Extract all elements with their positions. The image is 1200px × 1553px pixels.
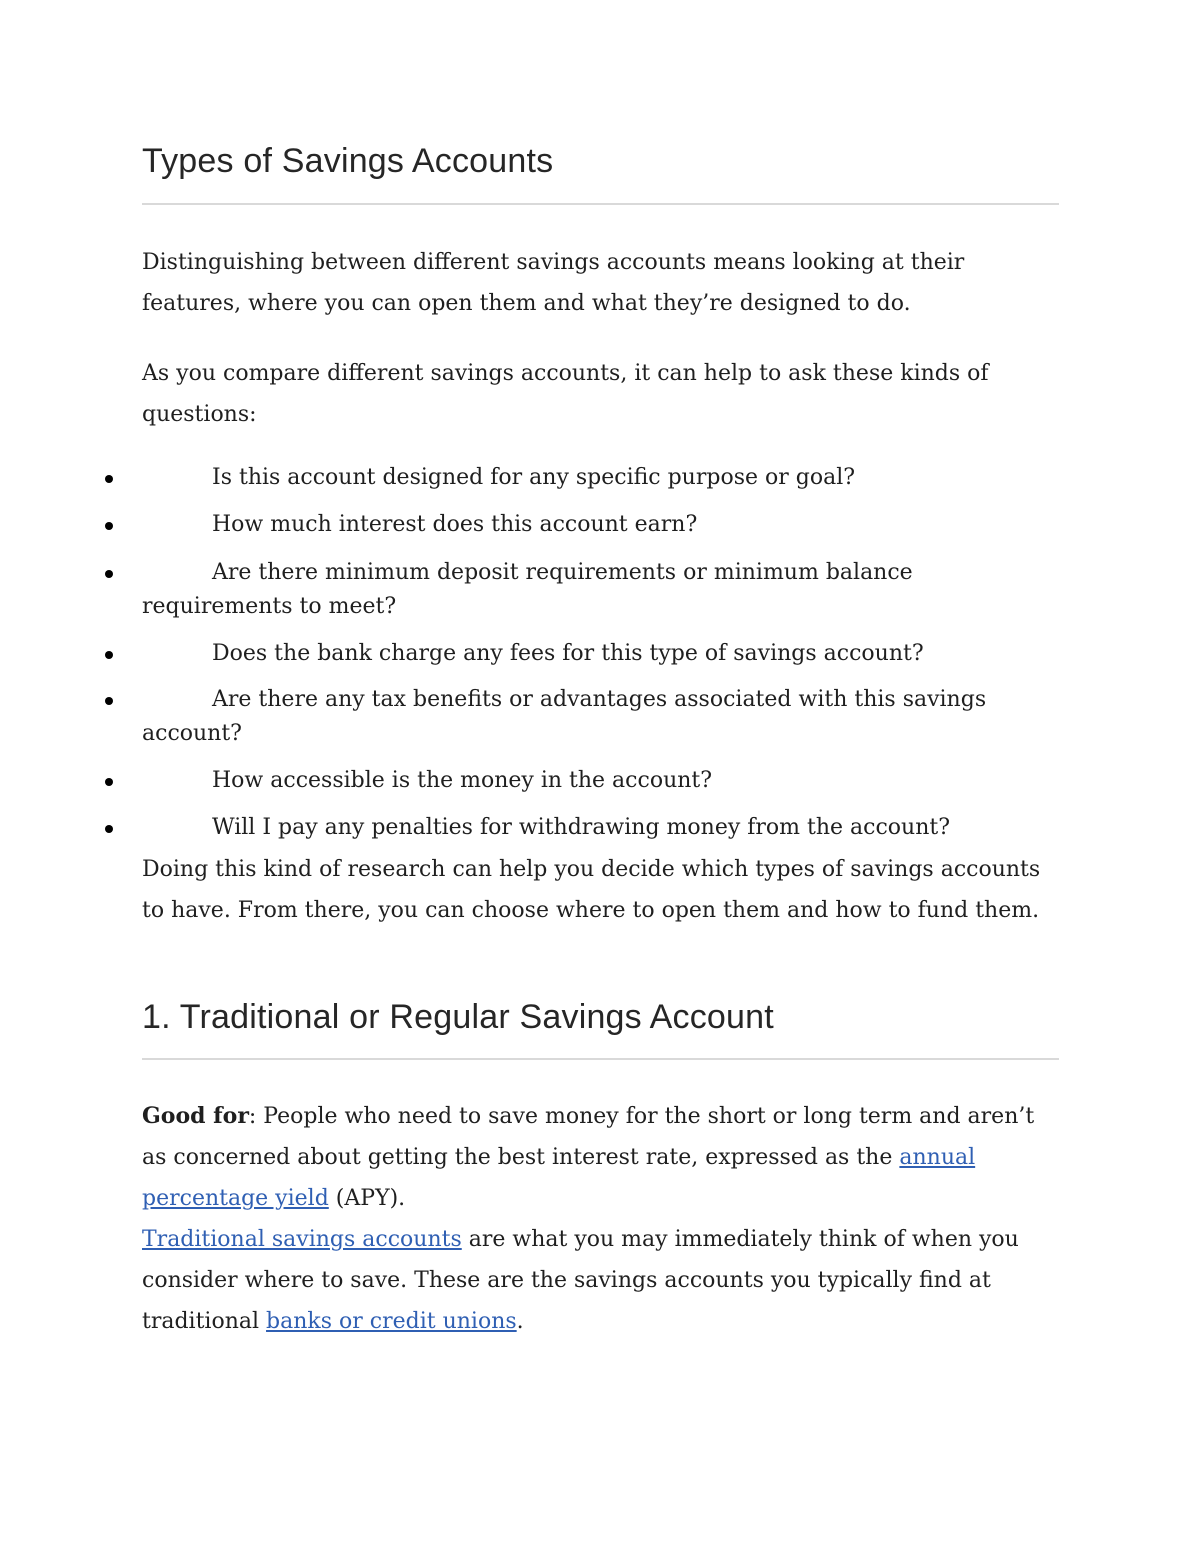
list-item: [142, 811, 1059, 845]
bullet-icon: [105, 778, 113, 786]
banks-credit-unions-link[interactable]: banks or credit unions: [266, 1309, 517, 1334]
bullet-icon: [105, 697, 113, 705]
page-title: Types of Savings Accounts: [142, 142, 554, 180]
list-item-text: How much interest does this account earn?: [212, 512, 698, 537]
section-heading-traditional: 1. Traditional or Regular Savings Account: [142, 998, 774, 1036]
good-for-text: : People who need to save money for the short or long term and aren’t as concerned about getting the best interest rate, expressed as the: [142, 1104, 1035, 1170]
traditional-text-end: .: [516, 1309, 524, 1334]
list-item-text: Are there minimum deposit requirements or minimum balance requirements to meet?: [142, 560, 913, 619]
bullet-icon: [105, 570, 113, 578]
bullet-icon: [105, 522, 113, 530]
list-item: [142, 461, 1059, 495]
list-item-text: How accessible is the money in the account?: [212, 768, 713, 793]
list-item-text: Will I pay any penalties for withdrawing money from the account?: [212, 815, 951, 840]
list-item-text: Does the bank charge any fees for this type of savings account?: [212, 641, 924, 666]
list-item-text: Is this account designed for any specific purpose or goal?: [212, 465, 856, 490]
research-paragraph: Doing this kind of research can help you decide which types of savings accounts to have. From there, you can choose where to open them and how to fund them.: [142, 857, 1041, 923]
bullet-icon: [105, 475, 113, 483]
list-item: [142, 683, 1059, 751]
apy-link[interactable]: annual percentage yield: [142, 1145, 976, 1211]
list-item: [142, 556, 1059, 624]
bullet-icon: [105, 651, 113, 659]
section-divider: [142, 1058, 1059, 1060]
traditional-paragraph: [142, 1219, 1059, 1342]
intro-paragraph-1: Distinguishing between different savings accounts means looking at their features, where you can open them and what they’re designed to do.: [142, 250, 965, 316]
good-for-label: Good for: [142, 1103, 249, 1129]
good-for-text-end: (APY).: [328, 1186, 406, 1211]
bullet-icon: [105, 825, 113, 833]
list-item: [142, 637, 1059, 671]
list-item-text: Are there any tax benefits or advantages associated with this savings account?: [142, 687, 987, 746]
list-item: [142, 508, 1059, 542]
traditional-text: are what you may immediately think of when you consider where to save. These are the savings accounts you typically find at traditional: [142, 1227, 1019, 1334]
good-for-paragraph: [142, 1096, 1059, 1219]
title-divider: [142, 203, 1059, 205]
list-item: [142, 764, 1059, 798]
traditional-savings-link[interactable]: Traditional savings accounts: [142, 1227, 462, 1252]
intro-paragraph-2: As you compare different savings accounts, it can help to ask these kinds of questions:: [142, 361, 989, 427]
